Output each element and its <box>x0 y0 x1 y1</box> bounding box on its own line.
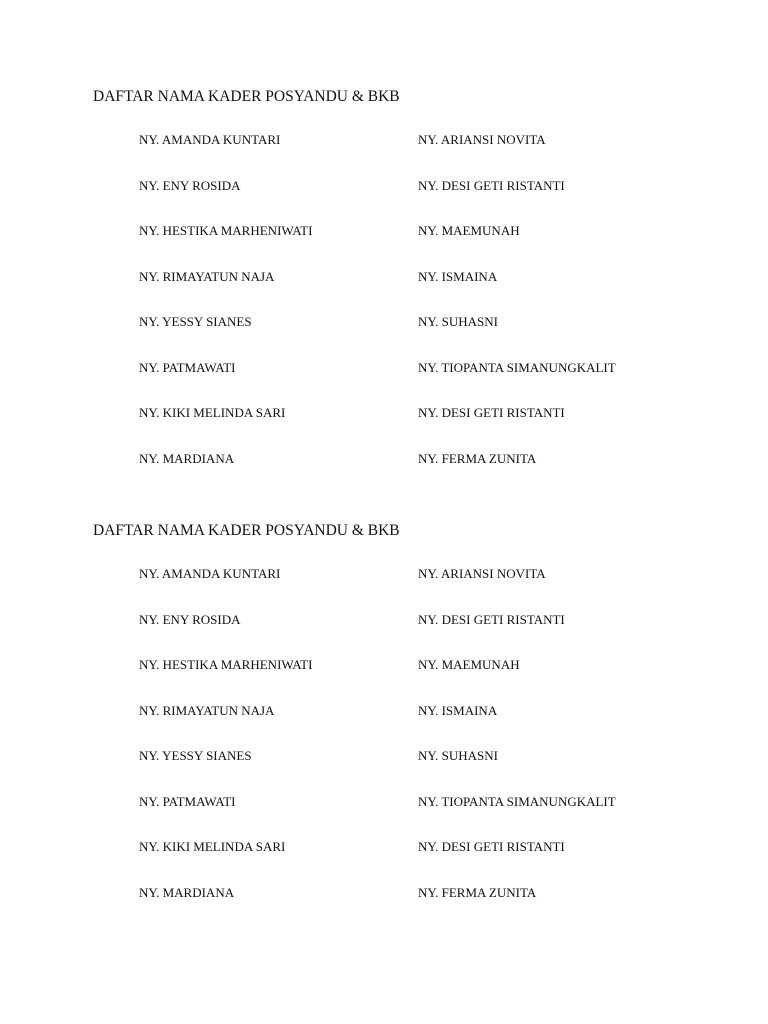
name-left: NY. KIKI MELINDA SARI <box>139 405 286 420</box>
name-left: NY. HESTIKA MARHENIWATI <box>139 657 313 672</box>
name-row <box>0 884 768 930</box>
name-right: NY. DESI GETI RISTANTI <box>418 177 565 193</box>
name-left: NY. RIMAYATUN NAJA <box>139 268 275 284</box>
name-right: NY. DESI GETI RISTANTI <box>418 611 565 627</box>
name-row <box>0 313 768 359</box>
name-left: NY. YESSY SIANES <box>139 748 252 763</box>
name-left: NY. ENY ROSIDA <box>139 177 241 193</box>
name-row <box>0 131 768 177</box>
name-row <box>0 611 768 657</box>
name-right: NY. SUHASNI <box>418 314 498 329</box>
name-right: NY. MAEMUNAH <box>418 657 520 672</box>
name-row <box>0 450 768 496</box>
name-right: NY. ARIANSI NOVITA <box>418 566 546 581</box>
name-left: NY. MARDIANA <box>139 884 235 900</box>
name-right: NY. MAEMUNAH <box>418 223 520 238</box>
name-right: NY. ISMAINA <box>418 702 498 718</box>
name-right: NY. TIOPANTA SIMANUNGKALIT <box>418 793 616 809</box>
name-right: NY. FERMA ZUNITA <box>418 884 537 900</box>
name-row <box>0 838 768 884</box>
name-right: NY. FERMA ZUNITA <box>418 450 537 466</box>
name-row <box>0 702 768 748</box>
section-title: DAFTAR NAMA KADER POSYANDU & BKB <box>93 522 400 539</box>
name-right: NY. TIOPANTA SIMANUNGKALIT <box>418 359 616 375</box>
name-left: NY. AMANDA KUNTARI <box>139 566 281 581</box>
name-right: NY. SUHASNI <box>418 748 498 763</box>
name-left: NY. PATMAWATI <box>139 793 236 809</box>
name-row <box>0 177 768 223</box>
name-right: NY. ARIANSI NOVITA <box>418 132 546 147</box>
name-list <box>0 565 768 929</box>
name-row <box>0 565 768 611</box>
name-left: NY. YESSY SIANES <box>139 314 252 329</box>
name-row <box>0 793 768 839</box>
name-list <box>0 131 768 495</box>
name-row <box>0 656 768 702</box>
name-right: NY. DESI GETI RISTANTI <box>418 405 565 420</box>
name-row <box>0 222 768 268</box>
name-left: NY. RIMAYATUN NAJA <box>139 702 275 718</box>
name-row <box>0 268 768 314</box>
name-left: NY. AMANDA KUNTARI <box>139 132 281 147</box>
name-row <box>0 404 768 450</box>
name-left: NY. PATMAWATI <box>139 359 236 375</box>
name-left: NY. KIKI MELINDA SARI <box>139 839 286 854</box>
section-title: DAFTAR NAMA KADER POSYANDU & BKB <box>93 88 400 105</box>
name-row <box>0 747 768 793</box>
name-right: NY. ISMAINA <box>418 268 498 284</box>
name-left: NY. ENY ROSIDA <box>139 611 241 627</box>
name-left: NY. HESTIKA MARHENIWATI <box>139 223 313 238</box>
name-left: NY. MARDIANA <box>139 450 235 466</box>
name-row <box>0 359 768 405</box>
name-right: NY. DESI GETI RISTANTI <box>418 839 565 854</box>
